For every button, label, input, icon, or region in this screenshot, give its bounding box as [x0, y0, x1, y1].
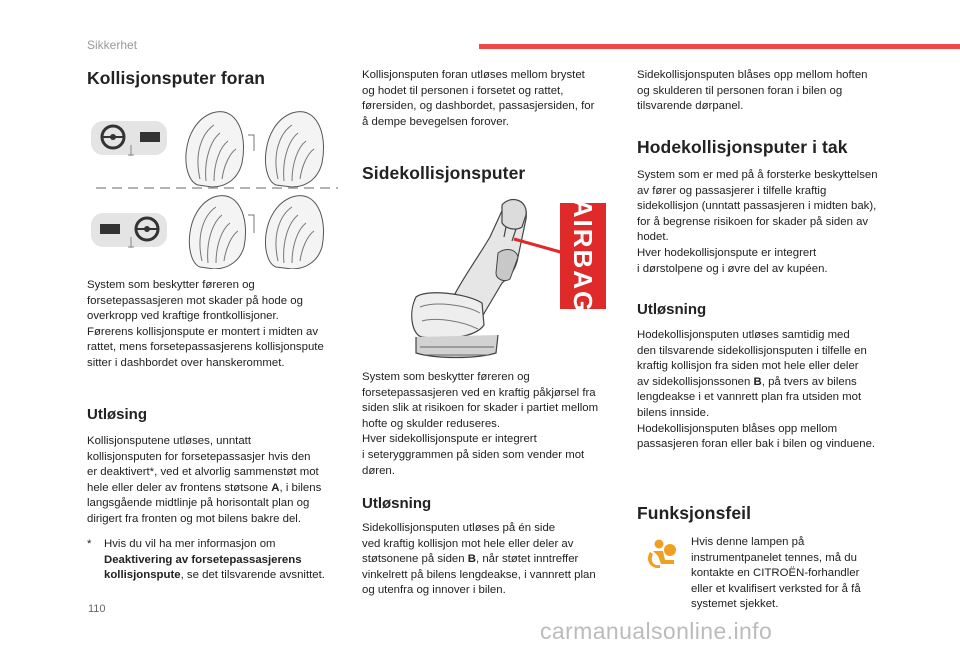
passenger-dashboard-icon [91, 213, 167, 248]
curtain-deploy-text: Hodekollisjonsputen utløses samtidig med den tilsvarende sidekollisjonsputen i tilfelle en kraftig kollisjon fra siden mot hele eller deler av sidekollisjonssonen B, på tvers av bilens lengdeakse i et vannrett plan fra utsiden mot bilens innside. Hodekollisjonsputen blåses opp mellom passasjeren foran eller bak i bilen og vinduene. [637, 329, 876, 451]
front-deploy-continuation: Kollisjonsputen foran utløses mellom brystet og hodet til personen i forsetet og rattet, førersiden, og dashbordet, passasjersiden, for å dempe bevegelsen forover. [362, 69, 595, 128]
airbag-label: AIRBAG [568, 198, 598, 314]
malfunction-title: Funksjonsfeil [637, 503, 752, 523]
page-number: 110 [88, 603, 106, 615]
airbag-warning-icon [644, 538, 678, 572]
side-inflation-text: Sidekollisjonsputen blåses opp mellom hoften og skulderen til personen foran i bilen og tilsvarende dørpanel. [637, 69, 868, 113]
watermark: carmanualsonline.info [540, 618, 773, 644]
footnote-text: Hvis du vil ha mer informasjon om Deaktivering av forsetepassasjerens kollisjonspute, se det tilsvarende avsnittet. [104, 538, 325, 582]
malfunction-text: Hvis denne lampen på instrumentpanelet tennes, må du kontakte en CITROËN-forhandler eller et kvalifisert verksted for å få systemet sjekket. [691, 536, 861, 611]
side-deploy-heading: Utløsning [362, 495, 432, 512]
front-airbag-illustration [88, 103, 344, 269]
footnote-marker: * [87, 538, 92, 550]
curtain-airbags-intro: System som er med på å forsterke beskyttelsen av fører og passasjerer i tilfelle kraftig sidekollisjon (unntatt passasjeren i midten bak), for å begrense risikoen for skader på siden av hodet. Hver hodekollisjonspute er integrert i dørstolpene og i øvre del av kupéen. [637, 169, 878, 275]
front-airbags-title: Kollisjonsputer foran [87, 68, 266, 88]
curtain-airbags-title: Hodekollisjonsputer i tak [637, 137, 848, 157]
side-airbags-title: Sidekollisjonsputer [362, 163, 526, 183]
curtain-deploy-heading: Utløsning [637, 301, 707, 318]
front-airbags-intro: System som beskytter føreren og forsetepassasjeren mot skader på hode og overkropp ved kraftige frontkollisjoner. Førerens kollisjonspute er montert i midten av rattet, mens forsetepassasjerens kollisjonspute sitter i dashbordet over hanskerommet. [87, 279, 324, 369]
driver-dashboard-icon [91, 121, 167, 156]
header-accent-bar [479, 44, 960, 49]
front-deploy-text: Kollisjonsputene utløses, unntatt kollisjonsputen for forsetepassasjer hvis den er deaktivert*, ved et alvorlig sammenstøt mot hele eller deler av frontens støtsone A, i bilens langsgående midtlinje på horisontalt plan og dirigert fra fronten og mot bilens bakre del. [87, 435, 322, 525]
side-deploy-text: Sidekollisjonsputen utløses på én side ved kraftig kollisjon mot hele eller deler av støtsonene på siden B, når støtet inntreffer vinkelrett på bilens lengdeakse, i vannrett plan og utenfra og innover i bilen. [362, 522, 596, 597]
side-airbag-seat-illustration [406, 197, 614, 367]
side-airbags-intro: System som beskytter føreren og forsetepassasjeren ved en kraftig påkjørsel fra siden slik at risikoen for skader i partiet mellom hofte og skulder reduseres. Hver sidekollisjonspute er integrert i seteryggrammen på siden som vender mot døren. [362, 371, 599, 477]
section-label: Sikkerhet [87, 38, 138, 52]
front-deploy-heading: Utløsing [87, 406, 147, 423]
